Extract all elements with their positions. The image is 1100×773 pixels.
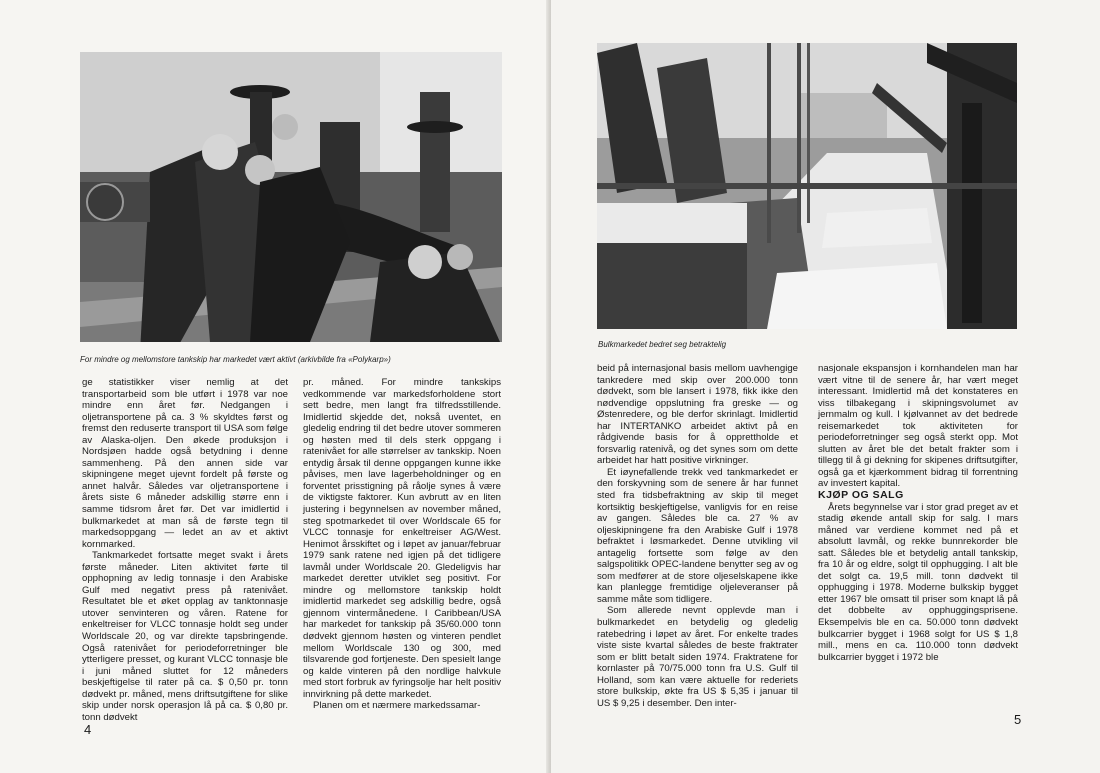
paragraph: nasjonale ekspansjon i kornhandelen man har vært vitne til de senere år, har vært meget interessant. Imidlertid må det konstateres en viss tilbakegang i skipningsvolumet av jernmalm og kull. I kjølvannet av det bedrede reisemarkedet tok aktiviteten for periodeforretninger seg også sterkt opp. Mot slutten av året ble det betalt frakter som i tillegg til å gi dekning for skipenes driftsutgifter, også ga et kjærkomment bidrag til forrentning av investert kapital.	[818, 363, 1018, 490]
tanker-crew-photo	[80, 52, 502, 342]
paragraph: beid på internasjonal basis mellom uavhengige tankredere med skip over 200.000 tonn dødvekt, som ble lansert i 1978, fikk ikke den nødvendige oppslutning fra greske — og Østenredere, og ble derfor skrinlagt. Imidlertid har INTERTANKO arbeidet aktivt på en rådgivende basis for å opprettholde et forsvarlig ratenivå, og det synes som om dette arbeidet har hatt positive virkninger.	[597, 363, 798, 467]
paragraph: Tankmarkedet fortsatte meget svakt i årets første måneder. Liten aktivitet førte til opphopning av ledig tonnasje i den Arabiske Gulf med negativt press på ratenivået. Resultatet ble et øket opplag av tanktonnasje utover senvinteren og våren. Ratene for enkeltreiser for VLCC tonnasje holdt seg under Worldscale 20, og var direkte tapsbringende. Også ratenivået for periodeforretninger ble ytterligere presset, og kurant VLCC tonnasje ble i juni måned sluttet for 12 måneders beskjeftigelse til rater på ca. $ 0,50 pr. tonn dødvekt pr. måned, mens driftsutgiftene for slike skip under norsk operasjon lå på ca. $ 0,80 pr. tonn dødvekt	[82, 550, 288, 723]
paragraph: Planen om et nærmere markedssamar-	[313, 700, 481, 712]
right-column-1	[597, 363, 798, 709]
page-number: 5	[1014, 712, 1022, 727]
paragraph: ge statistikker viser nemlig at det transportarbeid som ble utført i 1978 var noe mindre enn året før. Nedgangen i oljetransportene på ca. 3 % skyldtes først og fremst den reduserte transport til USA som følge av Alaska-oljen. Den økede produksjon i Nordsjøen hadde også betydning i denne sammenheng. På den annen side var skipningene meget ujevnt fordelt på første og annet halvår. Således var oljetransportene i årets siste 6 måneder adskillig større enn i samme tidsrom året før. Det var imidlertid i bulkmarkedet at man så de første tegn til markedsoppgang — ledet an av et aktivt kornmarked.	[82, 377, 288, 550]
paragraph: pr. måned. For mindre tankskips vedkommende var markedsforholdene stort sett bedre, men langt fra tilfredsstillende. Imidlertid skjedde det, nokså uventet, en gledelig endring til det bedre utover sommeren og høsten med til dels sterk oppgang i ratenivået for alle størrelser av tankskip. Noen entydig årsak til denne oppgangen kunne ikke påvises, men lave lagerbeholdninger og en forventet prisstigning på råolje synes å være de viktigste faktorer. Kun avbrutt av en liten justering i begynnelsen av november måned, steg spotmarkedet til over Worldscale 65 for VLCC tonnasje for enkeltreiser AG/West. Henimot årsskiftet og i løpet av januar/februar 1979 sank ratene ned igjen på det tidligere lavmål under Worldscale 20. Gledeligvis har markedet deretter utviklet seg positivt. For mindre og mellomstore tankskip holdt imidlertid markedet seg adskillig bedre, også gjennom vintermånedene. I Caribbean/USA har markedet for tankskip på 35/60.000 tonn dødvekt gjennom høsten og vinteren pendlet mellom Worldscale 130 og 300, med tilsvarende god fortjeneste. Den spesielt lange og kalde vinteren på den nordlige halvkule med stort forbruk av fyringsolje har helt positiv innvirkning på dette markedet.	[303, 377, 501, 700]
right-column-2	[818, 363, 1018, 663]
left-column-2	[303, 377, 501, 712]
paragraph: Som allerede nevnt opplevde man i bulkmarkedet en betydelig og gledelig ratebedring i løpet av året. For enkelte trades viste siste kvartal således de beste fraktrater som er blitt betalt siden 1974. Fraktratene for kornlaster på 70/75.000 tonn fra U.S. Gulf til Holland, som kan være aktuelle for rederiets store bulkskip, økte fra US $ 5,35 i januar til US $ 9,25 i desember. Den inter-	[597, 605, 798, 709]
page-number: 4	[84, 722, 92, 737]
left-column-1	[82, 377, 288, 723]
bulk-ship-deck-photo	[597, 43, 1017, 329]
right-photo-caption: Bulkmarkedet bedret seg betraktelig	[598, 340, 727, 349]
left-photo-caption: For mindre og mellomstore tankskip har markedet vært aktivt (arkivbilde fra «Polykarp»)	[80, 355, 391, 364]
paragraph: Et iøynefallende trekk ved tankmarkedet er den forskyvning som de senere år har funnet sted fra tidsbefraktning av skip til meget kortsiktig beskjeftigelse, vanligvis for en reise av gangen. Således ble ca. 27 % av oljeskipningene fra den Arabiske Gulf i 1978 befraktet i løsmarkedet. Denne utvikling vil antagelig fortsette som følge av den salgspolitikk OPEC-landene benytter seg av og som medfører at de store oljeselskapene ikke kan planlegge fremtidige oljeleveranser på samme måte som tidligere.	[597, 466, 798, 605]
paragraph: Årets begynnelse var i stor grad preget av et stadig økende antall skip for salg. I mars måned var verdiene kommet ned på et absolutt lavmål, og rekke bunnrekorder ble satt. Således ble et betydelig antall tankskip, fra 10 år og eldre, solgt til opphugging. I alt ble det solgt ca. 19,5 mill. tonn dødvekt til opphugging i 1978. Moderne bulkskip bygget etter 1967 ble omsatt til priser som knapt lå på det dobbelte av opphuggingsprisene. Eksempelvis ble en ca. 50.000 tonn dødvekt bulkcarrier bygget i 1968 solgt for US $ 1,8 mill., mens en ca. 110.000 tonn dødvekt bulkcarrier bygget i 1972 ble	[818, 501, 1018, 663]
right-page	[551, 0, 1100, 773]
section-heading: KJØP OG SALG	[818, 489, 904, 502]
